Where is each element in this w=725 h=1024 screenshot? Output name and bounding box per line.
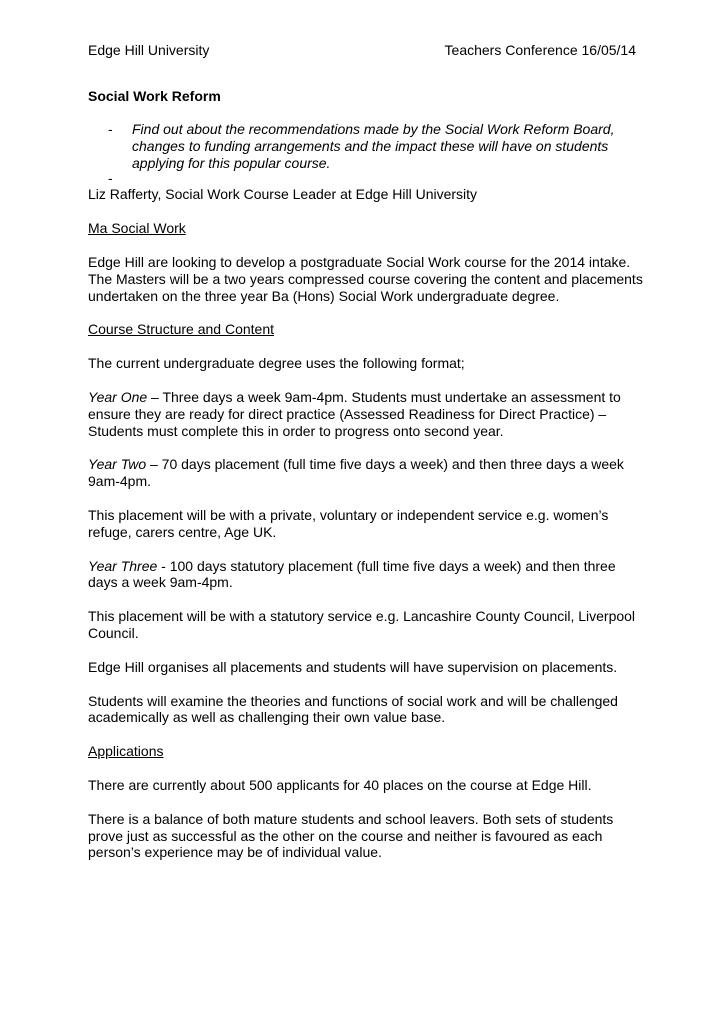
summary-item-empty [88, 171, 652, 186]
year-three-label: Year Three [88, 557, 158, 574]
bullet-dash: - [108, 170, 113, 187]
balance-paragraph: There is a balance of both mature students and school leavers. Both sets of students prove just as successful as the other on the course and neither is favoured as each person’s experience may be of individual value. [88, 810, 614, 861]
spacer [88, 760, 648, 777]
placements-paragraph: Edge Hill organises all placements and students will have supervision on placements. [88, 658, 618, 675]
summary-text: Find out about the recommendations made by the Social Work Reform Board, changes to funding arrangements and the impact these will have on students applying for this popular course. [132, 121, 615, 171]
section-heading-structure: Course Structure and Content [88, 321, 274, 338]
section-heading-applications: Applications [88, 743, 164, 760]
year-three-placement: This placement will be with a statutory service e.g. Lancashire County Council, Liverpool Council. [88, 608, 636, 641]
spacer [88, 237, 648, 254]
header-institution: Edge Hill University [88, 42, 210, 58]
year-two-paragraph [88, 456, 648, 490]
spacer [88, 676, 648, 693]
spacer [88, 541, 648, 558]
spacer [88, 794, 648, 811]
year-three-text: - 100 days statutory placement (full time five days a week) and then three days a week 9am-4pm. [88, 557, 616, 591]
year-two-label: Year Two [88, 456, 147, 473]
header-event: Teachers Conference 16/05/14 [444, 42, 636, 58]
spacer [88, 203, 648, 220]
document-title: Social Work Reform [88, 88, 221, 104]
section-heading-ma: Ma Social Work [88, 220, 186, 237]
structure-intro: The current undergraduate degree uses the following format; [88, 355, 465, 372]
spacer [88, 642, 648, 659]
spacer [88, 490, 648, 507]
speaker-line: Liz Rafferty, Social Work Course Leader at Edge Hill University [88, 186, 478, 203]
year-two-text: – 70 days placement (full time five days a week) and then three days a week 9am-4pm. [88, 456, 624, 490]
ma-paragraph: Edge Hill are looking to develop a postgraduate Social Work course for the 2014 intake. The Masters will be a two years compressed course covering the content and placements undertaken on the three year Ba (Hons) Social Work undergraduate degree. [88, 253, 643, 304]
bullet-dash: - [108, 121, 113, 137]
theories-paragraph: Students will examine the theories and functions of social work and will be challenged academically as well as challenging their own value base. [88, 692, 618, 726]
spacer [88, 304, 648, 321]
year-one-paragraph [88, 389, 648, 439]
year-two-placement: This placement will be with a private, voluntary or independent service e.g. women’s refuge, carers centre, Age UK. [88, 506, 609, 540]
summary-list [88, 121, 648, 186]
spacer [88, 591, 648, 608]
page-header [88, 42, 639, 60]
year-one-label: Year One [88, 388, 148, 405]
applicants-paragraph: There are currently about 500 applicants for 40 places on the course at Edge Hill. [88, 776, 592, 793]
spacer [88, 439, 648, 456]
spacer [88, 372, 648, 389]
year-one-text: – Three days a week 9am-4pm. Students must undertake an assessment to ensure they are ready for direct practice (Assessed Readiness for Direct Practice) – Students must complete this in order to progress onto second year. [88, 388, 621, 439]
year-three-paragraph [88, 558, 648, 592]
document-body [88, 88, 648, 861]
spacer [88, 338, 648, 355]
spacer [88, 726, 648, 743]
summary-item [88, 121, 652, 171]
